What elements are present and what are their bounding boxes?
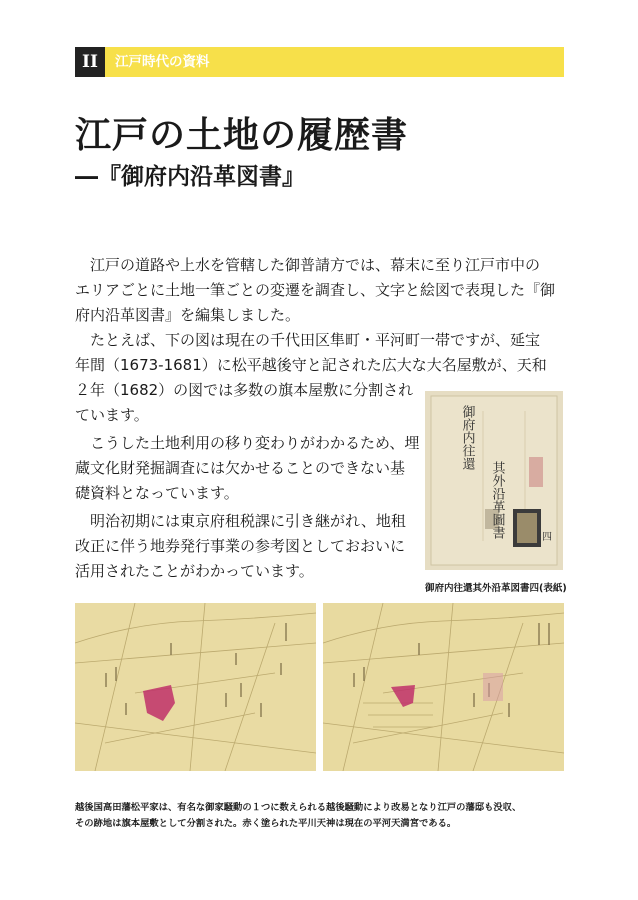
cover-inscription-1: 御府内往還 [459, 405, 475, 470]
section-number: II [75, 47, 105, 77]
body-line: 江戸の道路や上水を管轄した御普請方では、幕末に至り江戸市中の [75, 256, 541, 274]
body-line: こうした土地利用の移り変わりがわかるため、埋 [75, 434, 420, 452]
map-tenna-illustration [323, 603, 564, 771]
body-line: 活用されたことがわかっています。 [75, 562, 314, 580]
cover-photo [425, 391, 563, 570]
cover-inscription-3: 四 [539, 531, 551, 541]
section-label: 江戸時代の資料 [115, 54, 210, 70]
body-line: エリアごとに土地一筆ごとの変遷を調査し、文字と絵図で表現した『御 [75, 281, 556, 299]
body-line: ています。 [75, 406, 149, 424]
map-enpo [75, 603, 316, 771]
body-line: たとえば、下の図は現在の千代田区隼町・平河町一帯ですが、延宝 [75, 331, 541, 349]
body-line: 年間（1673-1681）に松平越後守と記された広大な大名屋敷が、天和 [75, 356, 547, 374]
cover-illustration [425, 391, 563, 570]
cover-inscription-2: 其外沿革圖書 [489, 461, 505, 539]
body-line: 礎資料となっています。 [75, 484, 239, 502]
section-banner [75, 47, 564, 77]
map-enpo-illustration [75, 603, 316, 771]
body-line: 蔵文化財発掘調査には欠かせることのできない基 [75, 459, 406, 477]
map-tenna [323, 603, 564, 771]
body-line: ２年（1682）の図では多数の旗本屋敷に分割され [75, 381, 414, 399]
maps-caption-line: 越後国高田藩松平家は、有名な御家騒動の１つに数えられる越後騒動により改易となり江戸の藩邸も没収、 [75, 802, 522, 813]
cover-caption: 御府内往還其外沿革図書四(表紙) [425, 583, 567, 594]
body-line: 改正に伴う地券発行事業の参考図としておおいに [75, 537, 406, 555]
body-line: 明治初期には東京府租税課に引き継がれ、地租 [75, 512, 406, 530]
maps-caption-line: その跡地は旗本屋敷として分割された。赤く塗られた平川天神は現在の平河天満宮である。 [75, 818, 457, 829]
page-subtitle: ―『御府内沿革図書』 [75, 164, 305, 190]
page-title: 江戸の土地の履歴書 [75, 115, 409, 156]
body-line: 府内沿革図書』を編集しました。 [75, 306, 301, 324]
